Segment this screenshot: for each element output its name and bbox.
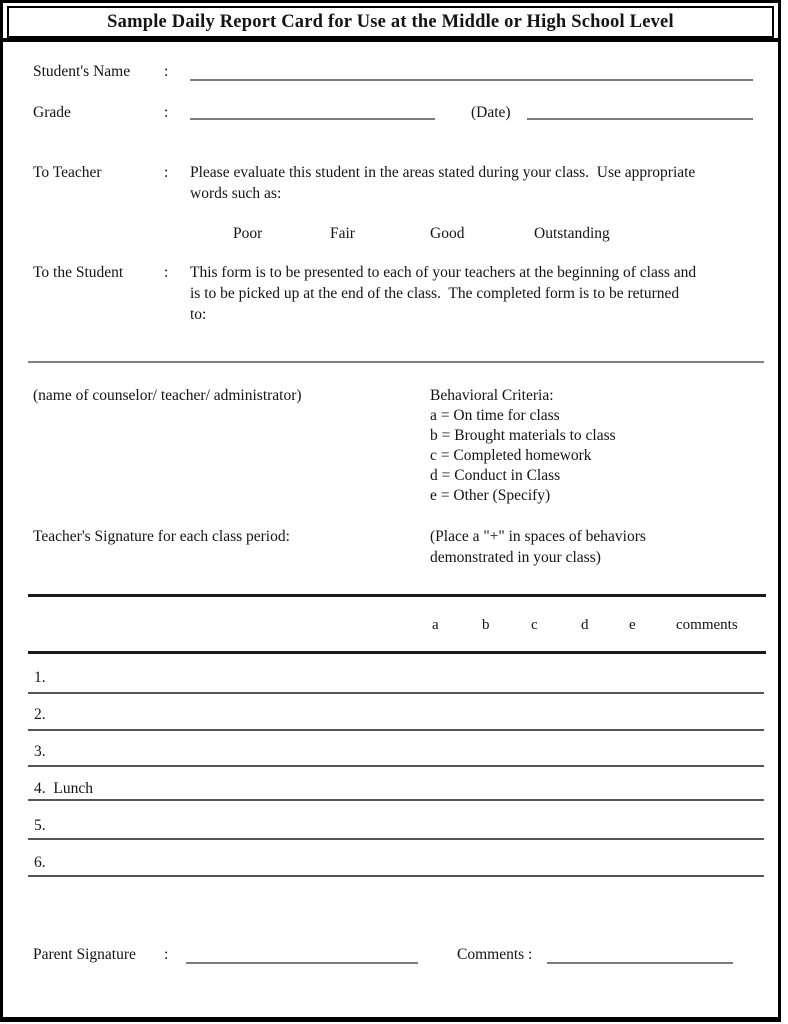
period-row-3-line [28,765,764,767]
col-header-comments: comments [676,617,738,633]
student-name-colon: : [164,63,169,80]
to-student-colon: : [164,264,169,281]
rating-word-good: Good [430,225,465,242]
to-student-instruction-line3: to: [190,306,207,323]
criteria-item-e: e = Other (Specify) [430,487,551,504]
parent-signature-line [186,962,418,964]
criteria-item-c: c = Completed homework [430,447,592,464]
rating-word-fair: Fair [330,225,355,242]
rating-word-poor: Poor [233,225,263,242]
period-row-2-line [28,729,764,731]
to-teacher-label: To Teacher [33,164,102,181]
period-row-1-line [28,692,764,694]
teacher-signature-note-line2: demonstrated in your class) [430,549,601,566]
criteria-item-a: a = On time for class [430,407,560,424]
comments-line [547,962,733,964]
period-row-4-line [28,799,764,801]
to-teacher-instruction-line1: Please evaluate this student in the areas stated during your class. Use appropriate [190,164,696,181]
table-header-bottom-rule [28,651,766,654]
col-header-c: c [531,617,538,633]
behavioral-criteria-heading: Behavioral Criteria: [430,387,554,404]
to-student-instruction-line1: This form is to be presented to each of your teachers at the beginning of class and [190,264,697,281]
title-box [7,6,774,38]
grade-label: Grade [33,104,71,121]
to-student-instruction-line2: is to be picked up at the end of the class. The completed form is to be returned [190,285,680,302]
period-row-5-label: 5. [34,817,46,834]
col-header-d: d [581,617,589,633]
student-name-input-line [190,79,753,81]
teacher-signature-note-line1: (Place a "+" in spaces of behaviors [430,528,646,545]
period-row-6-label: 6. [34,854,46,871]
date-label: (Date) [471,104,511,121]
student-name-label: Student's Name [33,63,131,80]
parent-signature-colon: : [164,946,169,963]
to-teacher-instruction-line2: words such as: [190,185,282,202]
parent-signature-label: Parent Signature [33,946,136,963]
period-row-1-label: 1. [34,669,46,686]
to-student-label: To the Student [33,264,124,281]
counselor-caption: (name of counselor/ teacher/ administrator) [33,387,302,404]
criteria-item-b: b = Brought materials to class [430,427,616,444]
period-row-3-label: 3. [34,743,46,760]
teacher-signature-label: Teacher's Signature for each class period: [33,528,290,545]
title-divider [3,38,778,42]
page-title: Sample Daily Report Card for Use at the Middle or High School Level [107,12,674,32]
date-input-line [527,118,753,120]
to-teacher-colon: : [164,164,169,181]
period-row-5-line [28,838,764,840]
comments-label: Comments : [457,946,533,963]
grade-colon: : [164,104,169,121]
period-row-4-label: 4. Lunch [34,780,93,797]
grade-input-line [190,118,435,120]
period-row-6-line [28,875,764,877]
col-header-b: b [482,617,490,633]
col-header-a: a [432,617,439,633]
col-header-e: e [629,617,636,633]
criteria-item-d: d = Conduct in Class [430,467,561,484]
table-top-rule [28,594,766,597]
counselor-name-line [28,361,764,363]
rating-word-outstanding: Outstanding [534,225,610,242]
period-row-2-label: 2. [34,706,46,723]
